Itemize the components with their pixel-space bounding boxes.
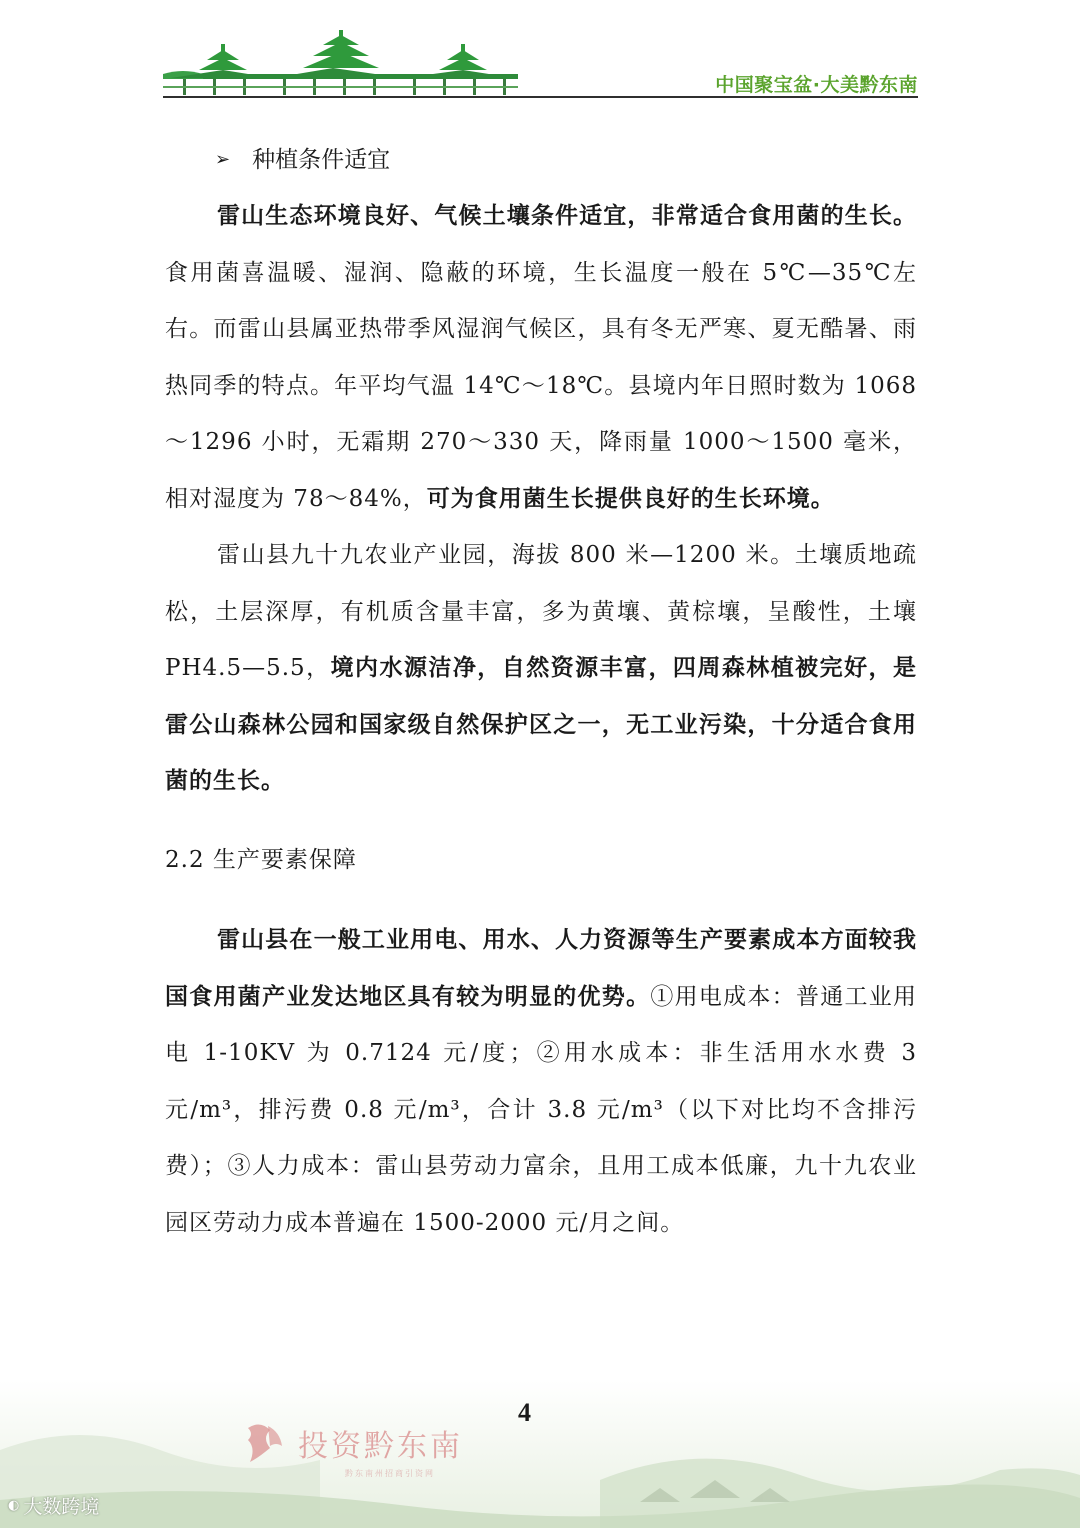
section-heading: 2.2 生产要素保障 — [165, 847, 357, 873]
paragraph2-bold-tail: 境内水源洁净，自然资源丰富，四周森林植被完好，是雷公山森林公园和国家级自然保护区之一，无工业污染，十分适合食用菌的生长。 — [165, 654, 917, 794]
watermark-icon: ◐ — [8, 1498, 20, 1513]
paragraph1-bold-tail: 可为食用菌生长提供良好的生长环境。 — [426, 484, 835, 512]
header-slogan: 中国聚宝盆·大美黔东南 — [715, 74, 918, 96]
paragraph-industrial-park — [165, 527, 917, 810]
watermark — [8, 1492, 99, 1519]
paragraph1-body: 食用菌喜温暖、湿润、隐蔽的环境，生长温度一般在 5℃—35℃左右。而雷山县属亚热带季风湿润气候区，具有冬无严寒、夏无酷暑、雨热同季的特点。年平均气温 14℃～18℃。县境内年日照时数为 1068～1296 小时，无霜期 270～330 天，降雨量 1000～1500 毫米，相对湿度为 78～84%， — [165, 259, 917, 512]
footer-logo-subtext: 黔东南州招商引资网 — [345, 1469, 435, 1478]
footer-logo — [240, 1418, 463, 1468]
pagoda-banner-image — [163, 30, 523, 100]
footer-logo-text: 投资黔东南 — [298, 1429, 463, 1464]
paragraph3-body: ①用电成本：普通工业用电 1-10KV 为 0.7124 元/度；②用水成本：非生活用水水费 3 元/m³，排污费 0.8 元/m³，合计 3.8 元/m³（以下对比均不含排污费）；③人力成本：雷山县劳动力富余，且用工成本低廉，九十九农业园区劳动力成本普遍在 1500-2000 元/月之间。 — [165, 983, 918, 1236]
paragraph1-bold-lead: 雷山生态环境良好、气候土壤条件适宜，非常适合食用菌的生长。 — [217, 202, 917, 229]
paragraph2-body: 雷山县九十九农业产业园，海拔 800 米—1200 米。土壤质地疏松，土层深厚，有机质含量丰富，多为黄壤、黄棕壤，呈酸性，土壤 PH4.5—5.5， — [165, 542, 917, 681]
footer-landscape-image — [0, 1380, 1080, 1528]
bullet-heading — [215, 140, 390, 180]
watermark-text: 大数跨境 — [23, 1496, 100, 1518]
paragraph-planting-conditions — [165, 188, 917, 527]
page-header — [163, 30, 918, 102]
paragraph-production-factors — [165, 912, 917, 1251]
paragraph3-bold-lead: 雷山县在一般工业用电、用水、人力资源等生产要素成本方面较我国食用菌产业发达地区具有较为明显的优势。 — [165, 926, 917, 1010]
logo-emblem-icon — [240, 1418, 290, 1468]
bullet-heading-text: 种植条件适宜 — [252, 147, 391, 173]
page-number: 4 — [518, 1398, 531, 1427]
arrow-bullet-icon: ➢ — [215, 149, 231, 170]
header-divider — [163, 96, 918, 98]
